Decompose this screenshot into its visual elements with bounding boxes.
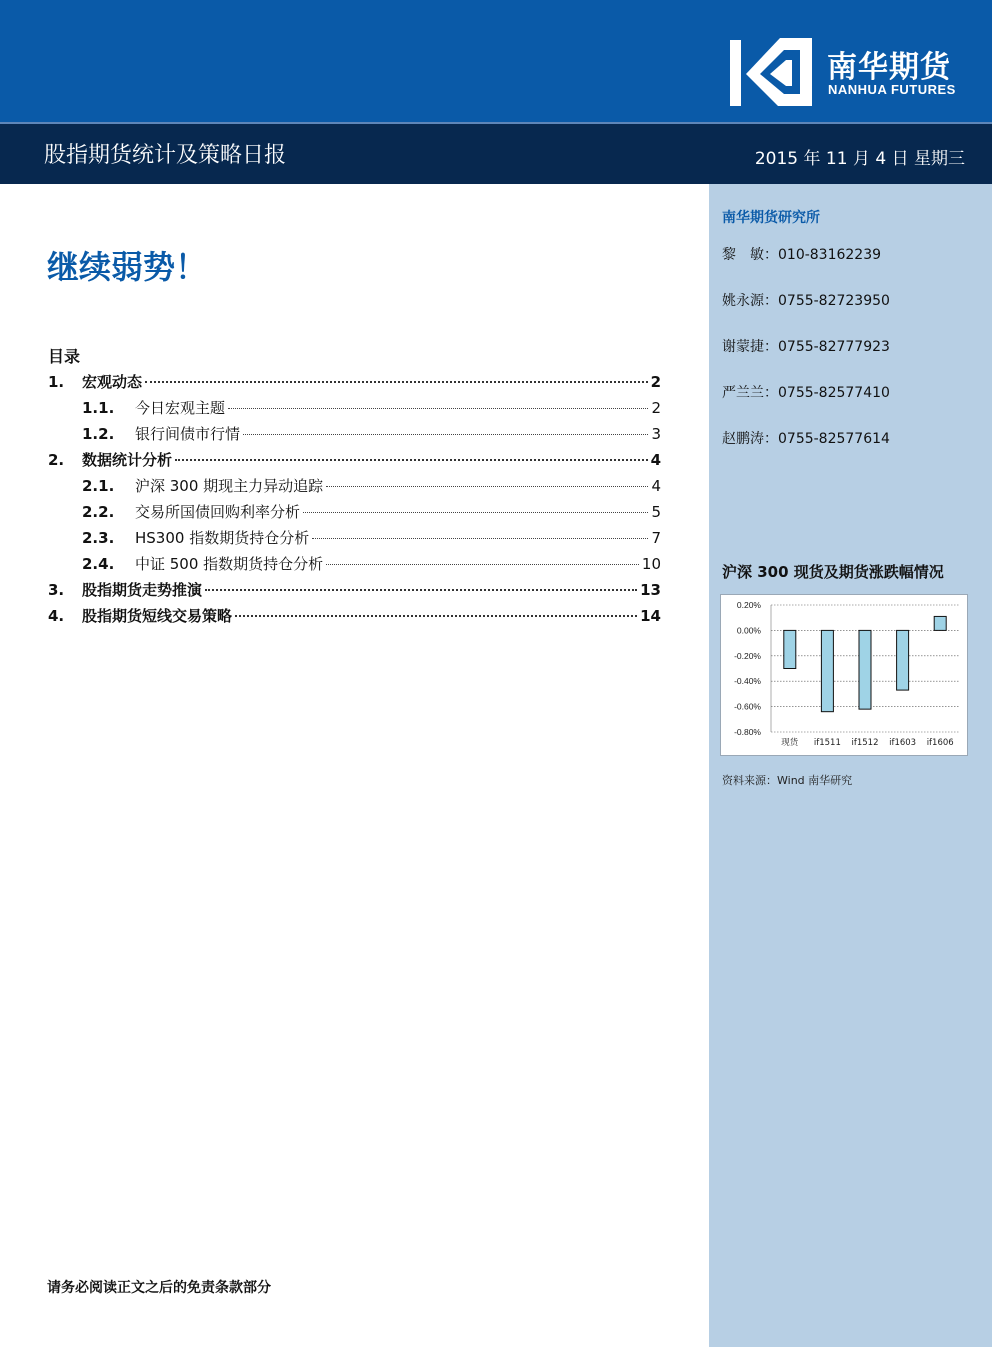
bar <box>821 630 833 711</box>
chart-title: 沪深 300 现货及期货涨跌幅情况 <box>722 563 944 581</box>
toc-item-page: 14 <box>640 607 661 625</box>
bar <box>784 630 796 668</box>
toc-item[interactable] <box>48 423 661 447</box>
toc-item-label: 今日宏观主题 <box>135 399 226 417</box>
toc-item-label: 交易所国债回购利率分析 <box>135 503 301 521</box>
toc-item-label: 数据统计分析 <box>82 451 173 469</box>
toc-item-label: 银行间债市行情 <box>135 425 241 443</box>
bar <box>934 616 946 630</box>
chart-source: 资料来源：Wind 南华研究 <box>722 774 853 787</box>
y-tick-label: 0.00% <box>736 625 761 636</box>
toc-item-page: 2 <box>651 399 661 417</box>
x-tick-label: if1603 <box>889 738 917 748</box>
report-date: 2015 年 11 月 4 日 星期三 <box>754 149 965 169</box>
toc-item-number: 2.2. <box>82 503 115 521</box>
x-tick-label: 现货 <box>781 738 799 748</box>
toc-item-number: 2.4. <box>82 555 115 573</box>
sidebar <box>709 184 992 1347</box>
toc-item[interactable] <box>48 449 661 473</box>
toc-leader-dots <box>205 589 637 591</box>
toc-item[interactable] <box>48 553 661 577</box>
toc-item-number: 1.2. <box>82 425 115 443</box>
toc-item-page: 13 <box>640 581 661 599</box>
toc-item-label: 股指期货走势推演 <box>82 581 203 599</box>
bar-chart <box>721 595 967 755</box>
toc-item[interactable] <box>48 501 661 525</box>
toc-item-number: 1.1. <box>82 399 115 417</box>
toc-item-number: 4. <box>48 607 65 625</box>
toc-item[interactable] <box>48 397 661 421</box>
toc-item[interactable] <box>48 527 661 551</box>
toc-item[interactable] <box>48 605 661 629</box>
toc-item-number: 3. <box>48 581 65 599</box>
x-tick-label: if1512 <box>851 738 879 748</box>
toc-item-page: 2 <box>650 373 661 391</box>
bar <box>859 630 871 709</box>
toc-leader-dots <box>243 434 648 435</box>
toc-item[interactable] <box>48 579 661 603</box>
toc-item[interactable] <box>48 371 661 395</box>
toc-leader-dots <box>235 615 637 617</box>
nanhua-logo <box>730 36 990 112</box>
toc-item-label: 宏观动态 <box>82 373 143 391</box>
y-tick-label: -0.80% <box>734 727 761 737</box>
x-tick-label: if1606 <box>926 738 954 748</box>
toc-item-label: 沪深 300 期现主力异动追踪 <box>135 477 324 495</box>
toc-item-number: 2. <box>48 451 65 469</box>
contact-line: 谢蒙捷：0755-82777923 <box>722 339 890 355</box>
toc-leader-dots <box>228 408 648 409</box>
toc-item-number: 2.1. <box>82 477 115 495</box>
headline: 继续弱势！ <box>47 248 208 286</box>
chart-frame <box>720 594 968 756</box>
toc-item-page: 4 <box>650 451 661 469</box>
toc-leader-dots <box>303 512 648 513</box>
bar <box>897 630 909 690</box>
toc-item-page: 10 <box>641 555 661 573</box>
toc-leader-dots <box>326 486 648 487</box>
toc-item-page: 7 <box>651 529 661 547</box>
y-tick-label: 0.20% <box>736 600 761 610</box>
brand-name-cn: 南华期货 <box>827 50 951 85</box>
contact-line: 严兰兰：0755-82577410 <box>722 385 890 401</box>
toc-leader-dots <box>312 538 648 539</box>
contact-line: 赵鹏涛：0755-82577614 <box>722 431 890 447</box>
toc-item-label: HS300 指数期货持仓分析 <box>135 529 310 547</box>
y-tick-label: -0.20% <box>734 650 761 661</box>
toc-leader-dots <box>326 564 639 565</box>
y-tick-label: -0.40% <box>734 676 761 687</box>
toc-item-page: 4 <box>651 477 661 495</box>
toc-leader-dots <box>145 381 648 383</box>
brand-name-en: NANHUA FUTURES <box>828 82 956 97</box>
toc-item-page: 3 <box>651 425 661 443</box>
toc-item-number: 1. <box>48 373 65 391</box>
toc-leader-dots <box>175 459 648 461</box>
toc-item-label: 中证 500 指数期货持仓分析 <box>135 555 324 573</box>
disclaimer: 请务必阅读正文之后的免责条款部分 <box>47 1280 271 1296</box>
toc-item-label: 股指期货短线交易策略 <box>82 607 233 625</box>
y-tick-label: -0.60% <box>734 701 761 712</box>
nanhua-logo-icon <box>730 36 814 108</box>
toc-item-number: 2.3. <box>82 529 115 547</box>
x-tick-label: if1511 <box>813 738 841 748</box>
toc-item[interactable] <box>48 475 661 499</box>
institute-name: 南华期货研究所 <box>722 210 820 226</box>
contact-line: 姚永源：0755-82723950 <box>722 293 890 309</box>
title-band <box>0 122 992 184</box>
toc-heading: 目录 <box>48 347 81 366</box>
contact-line: 黎 敏：010-83162239 <box>722 247 882 263</box>
toc-item-page: 5 <box>651 503 661 521</box>
report-title: 股指期货统计及策略日报 <box>44 143 287 168</box>
